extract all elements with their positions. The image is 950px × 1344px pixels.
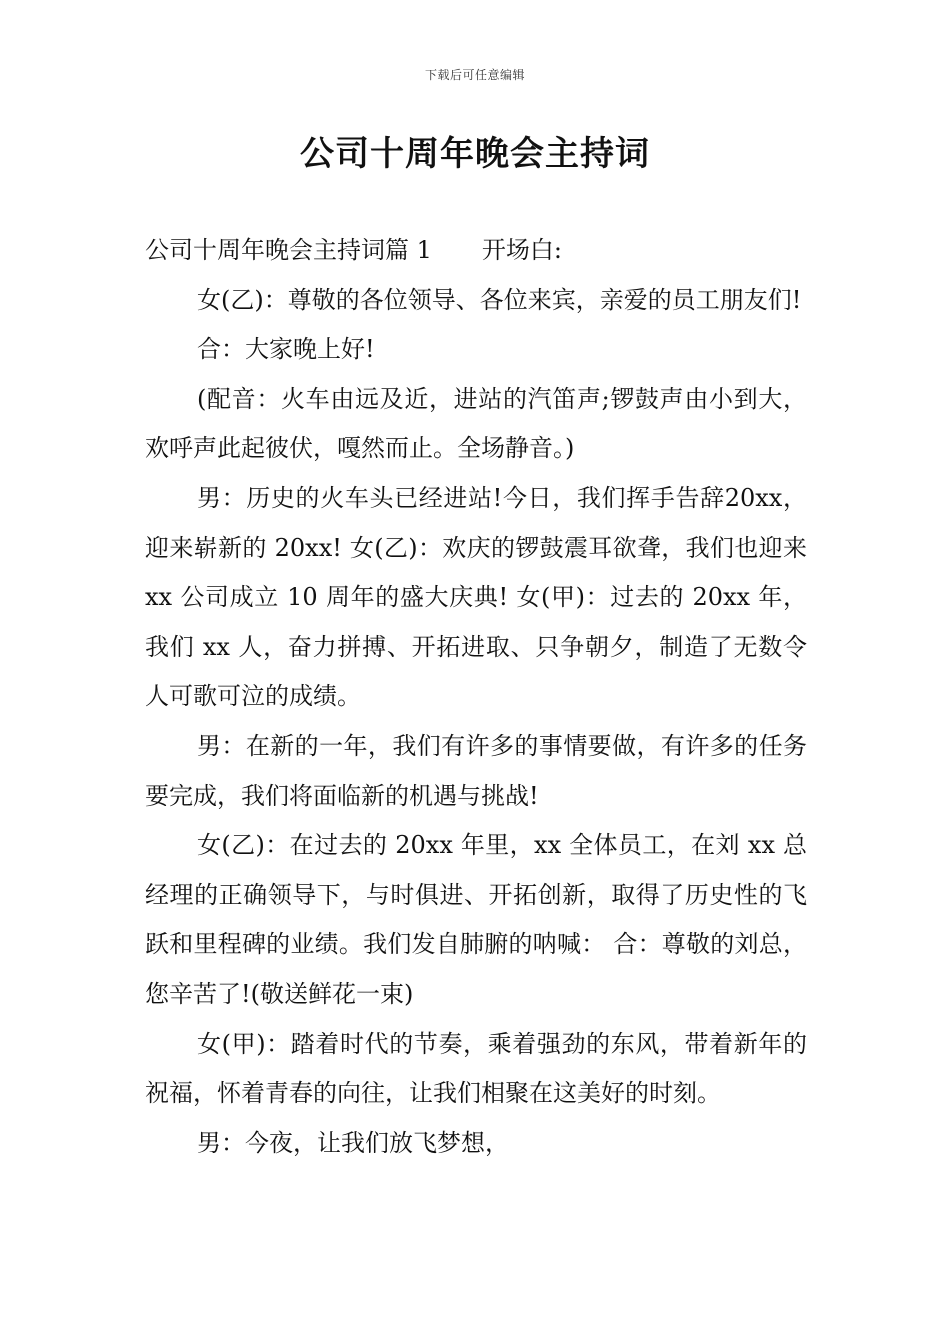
section-heading-line [145, 226, 807, 276]
paragraph: 女(乙)：在过去的 20xx 年里，xx 全体员工，在刘 xx 总经理的正确领导下，与时俱进、开拓创新，取得了历史性的飞跃和里程碑的业绩。我们发自肺腑的呐喊： 合：尊敬的刘总，您辛苦了!(敬送鲜花一束) [145, 831, 807, 1008]
paragraph: (配音：火车由远及近，进站的汽笛声;锣鼓声由小到大，欢呼声此起彼伏，嘎然而止。全场静音。) [145, 384, 807, 463]
paragraph: 男：历史的火车头已经进站!今日，我们挥手告辞20xx，迎来崭新的 20xx! 女(乙)：欢庆的锣鼓震耳欲聋，我们也迎来 xx 公司成立 10 周年的盛大庆典! 女(甲)：过去的 20xx 年，我们 xx 人，奋力拼搏、开拓进取、只争朝夕，制造了无数令人可歌可泣的成绩。 [145, 483, 807, 711]
paragraph: 男：今夜，让我们放飞梦想， [197, 1128, 509, 1157]
paragraph: 合：大家晚上好! [197, 335, 375, 364]
paragraph: 女(乙)：尊敬的各位领导、各位来宾，亲爱的员工朋友们! [197, 285, 802, 314]
document-title: 公司十周年晚会主持词 [300, 134, 650, 174]
paragraph: 男：在新的一年，我们有许多的事情要做，有许多的任务要完成，我们将面临新的机遇与挑战! [145, 731, 807, 810]
paragraph: 女(甲)：踏着时代的节奏，乘着强劲的东风，带着新年的祝福，怀着青春的向往，让我们相聚在这美好的时刻。 [145, 1029, 807, 1108]
opening-label: 开场白: [481, 236, 562, 264]
document-body [145, 226, 807, 1168]
section-heading: 公司十周年晚会主持词篇 1 [145, 236, 432, 264]
header-note: 下载后可任意编辑 [424, 68, 525, 82]
